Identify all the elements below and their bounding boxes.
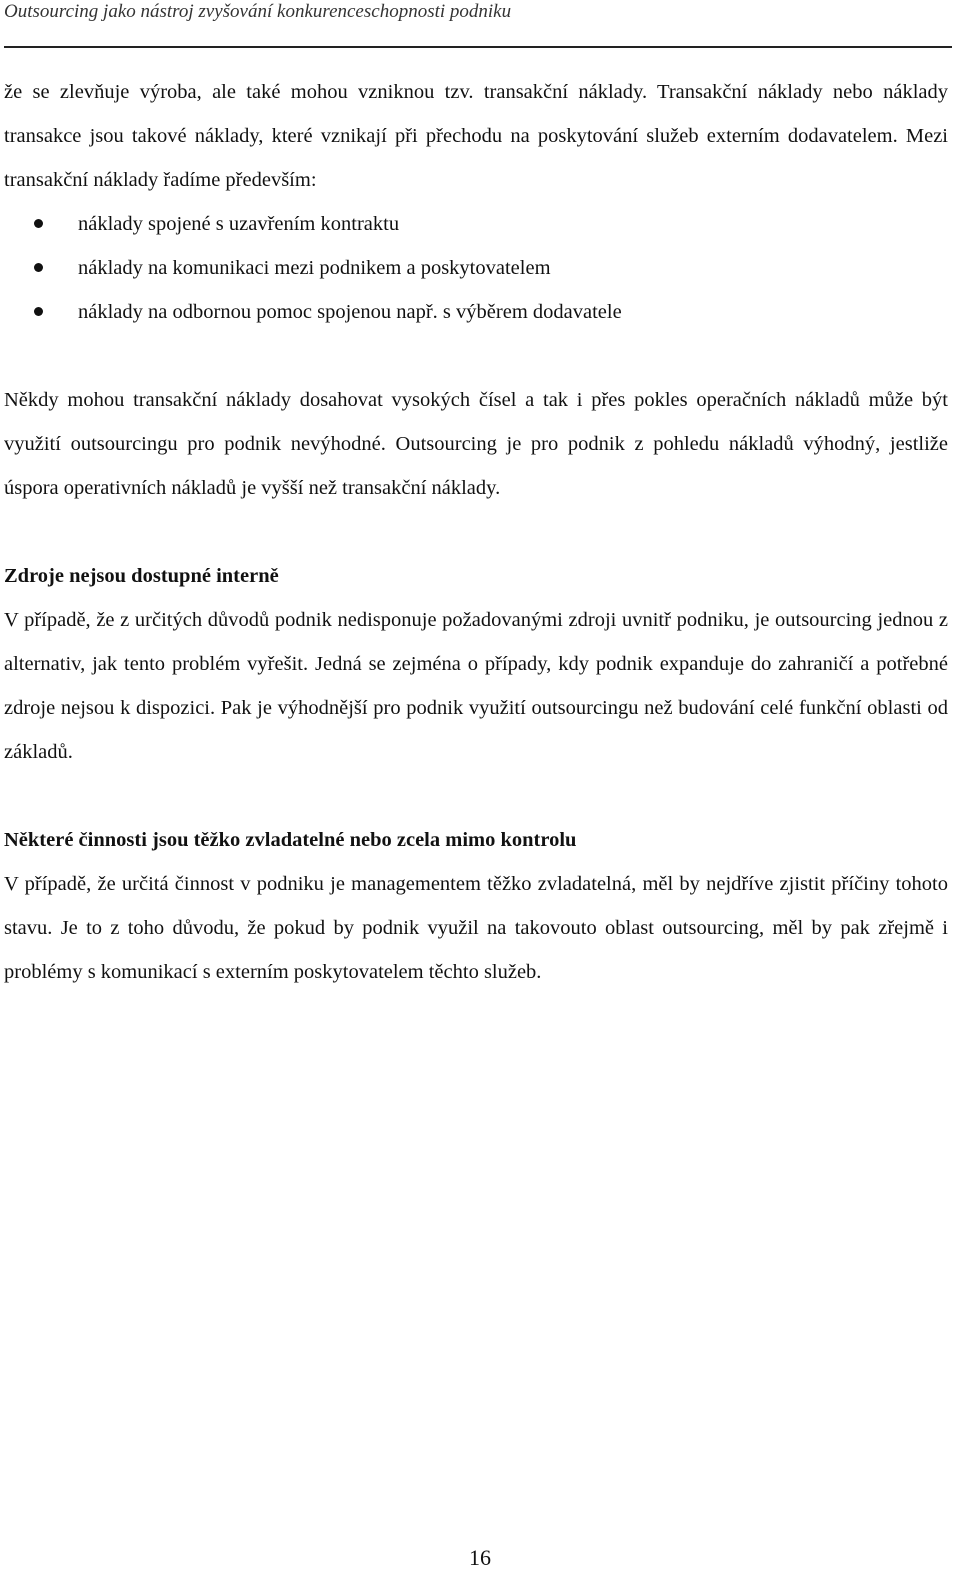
bullet-icon	[34, 307, 43, 316]
spacer	[4, 334, 948, 378]
section-heading-control: Některé činnosti jsou těžko zvladatelné nebo zcela mimo kontrolu	[4, 829, 577, 851]
control-paragraph: V případě, že určitá činnost v podniku je managementem těžko zvladatelná, měl by nejdříve zjistit příčiny tohoto stavu. Je to z toho důvodu, že pokud by podnik využil na takovouto oblast outsourcing, měl by pak zřejmě i problémy s komunikací s externím poskytovatelem těchto služeb.	[4, 873, 948, 983]
list-item-text: náklady na odbornou pomoc spojenou např. s výběrem dodavatele	[78, 301, 622, 323]
list-item	[4, 202, 948, 246]
running-header	[4, 0, 952, 48]
list-item	[4, 246, 948, 290]
costs-paragraph: Někdy mohou transakční náklady dosahovat vysokých čísel a tak i přes pokles operačních nákladů může být využití outsourcingu pro podnik nevýhodné. Outsourcing je pro podnik z pohledu nákladů výhodný, jestliže úspora operativních nákladů je vyšší než transakční náklady.	[4, 389, 948, 499]
list-item	[4, 290, 948, 334]
intro-paragraph: že se zlevňuje výroba, ale také mohou vzniknou tzv. transakční náklady. Transakční náklady nebo náklady transakce jsou takové náklady, které vznikají při přechodu na poskytování služeb externím dodavatelem. Mezi transakční náklady řadíme především:	[4, 81, 948, 191]
resources-paragraph: V případě, že z určitých důvodů podnik nedisponuje požadovanými zdroji uvnitř podniku, je outsourcing jednou z alternativ, jak tento problém vyřešit. Jedná se zejména o případy, kdy podnik expanduje do zahraničí a potřebné zdroje nejsou k dispozici. Pak je výhodnější pro podnik využití outsourcingu než budování celé funkční oblasti od základů.	[4, 609, 948, 763]
transaction-costs-list	[4, 202, 948, 334]
spacer	[4, 510, 948, 554]
list-item-text: náklady spojené s uzavřením kontraktu	[78, 213, 400, 235]
bullet-icon	[34, 219, 43, 228]
page-number: 16	[469, 1545, 491, 1570]
section-heading-resources: Zdroje nejsou dostupné interně	[4, 565, 279, 587]
running-header-title: Outsourcing jako nástroj zvyšování konkurenceschopnosti podniku	[4, 1, 512, 22]
page-body	[4, 70, 948, 994]
bullet-icon	[34, 263, 43, 272]
spacer	[4, 774, 948, 818]
list-item-text: náklady na komunikaci mezi podnikem a poskytovatelem	[78, 257, 551, 279]
